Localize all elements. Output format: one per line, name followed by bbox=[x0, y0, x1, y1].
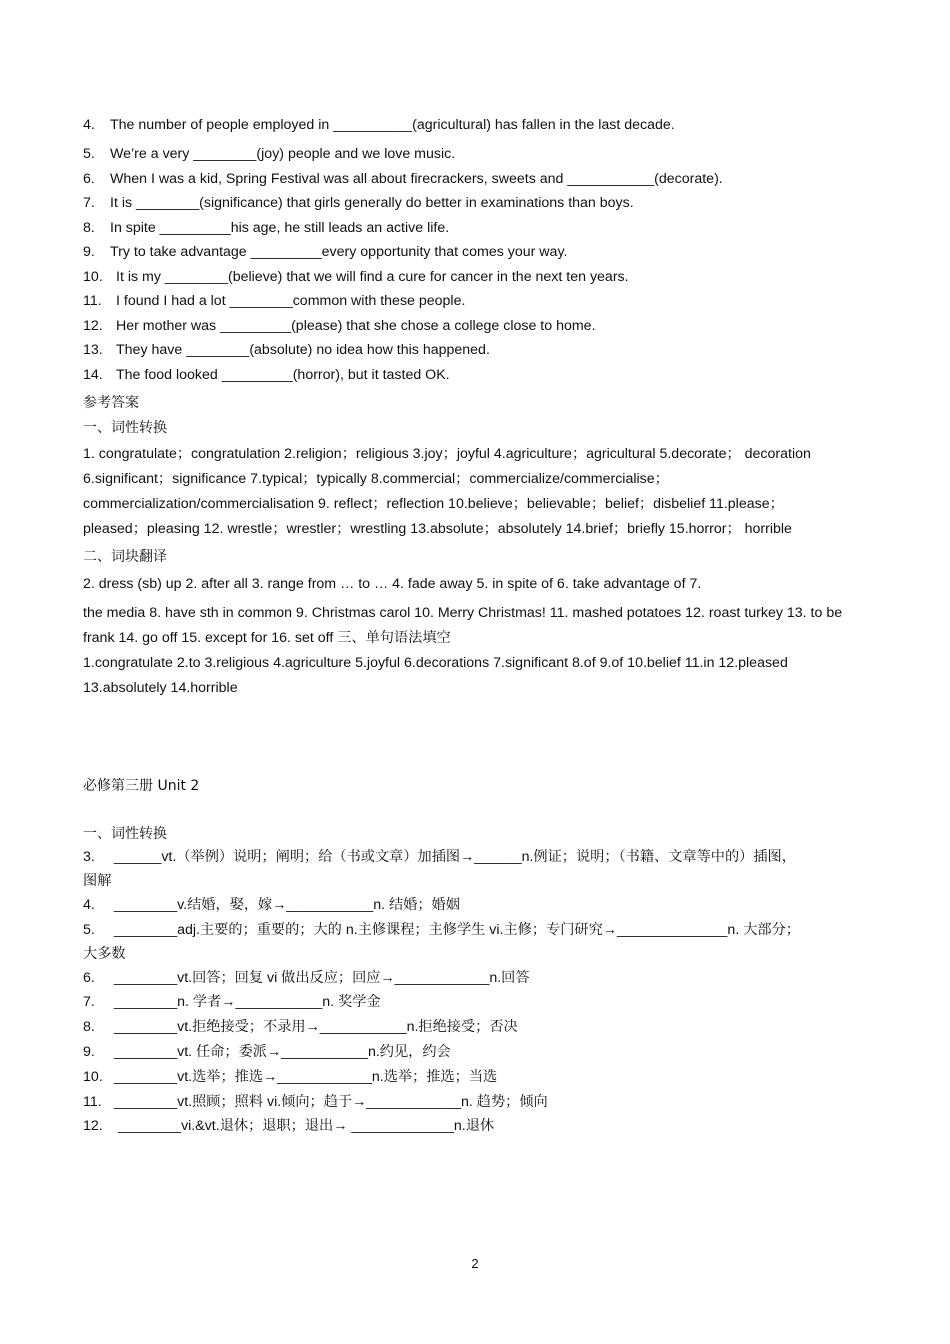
vocab-item: 7. ________n. 学者→___________n. 奖学金 bbox=[83, 994, 381, 1010]
exercise-item: 4. The number of people employed in __________(agricultural) has fallen in the last decade. bbox=[83, 117, 675, 133]
exercise-item: 10. It is my ________(believe) that we will find a cure for cancer in the next ten years. bbox=[83, 269, 629, 285]
answers-section-title: 二、词块翻译 bbox=[83, 549, 167, 565]
exercise-item: 9. Try to take advantage _________every opportunity that comes your way. bbox=[83, 244, 568, 260]
answer-line: frank 14. go off 15. except for 16. set off 三、单句语法填空 bbox=[83, 630, 451, 646]
answer-line: commercialization/commercialisation 9. reflect；reflection 10.believe；believable；belief；disbelief 11.please； bbox=[83, 496, 784, 512]
answer-line: 2. dress (sb) up 2. after all 3. range from … to … 4. fade away 5. in spite of 6. take advantage of 7. bbox=[83, 576, 702, 592]
page-number: 2 bbox=[471, 1256, 479, 1271]
vocab-item: 12. ________vi.&vt.退休；退职；退出→ _____________n.退休 bbox=[83, 1118, 495, 1134]
vocab-item: 3. ______vt.（举例）说明；阐明；给（书或文章）加插图→______n.例证；说明；（书籍、文章等中的）插图， bbox=[83, 849, 796, 865]
exercise-item: 12. Her mother was _________(please) that she chose a college close to home. bbox=[83, 318, 596, 334]
answers-heading: 参考答案 bbox=[83, 395, 139, 411]
vocab-item-continuation: 图解 bbox=[83, 873, 112, 889]
exercise-item: 14. The food looked _________(horror), but it tasted OK. bbox=[83, 367, 450, 383]
vocab-item-continuation: 大多数 bbox=[83, 946, 126, 962]
answer-line: 6.significant；significance 7.typical；typically 8.commercial；commercialize/commercialise； bbox=[83, 471, 669, 487]
answer-line: 1. congratulate；congratulation 2.religion；religious 3.joy；joyful 4.agriculture；agricultural 5.decorate； decoration bbox=[83, 446, 811, 462]
section-title: 一、词性转换 bbox=[83, 826, 167, 842]
answer-line: the media 8. have sth in common 9. Christmas carol 10. Merry Christmas! 11. mashed potatoes 12. roast turkey 13. to be bbox=[83, 605, 843, 621]
answer-line: pleased；pleasing 12. wrestle；wrestler；wrestling 13.absolute；absolutely 14.brief；briefly 15.horror； horrible bbox=[83, 521, 792, 537]
vocab-item: 11. ________vt.照顾；照料 vi.倾向；趋于→____________n. 趋势；倾向 bbox=[83, 1094, 548, 1110]
exercise-item: 13. They have ________(absolute) no idea how this happened. bbox=[83, 342, 490, 358]
exercise-item: 8. In spite _________his age, he still leads an active life. bbox=[83, 220, 450, 236]
unit-title: 必修第三册 Unit 2 bbox=[83, 778, 200, 794]
exercise-item: 7. It is ________(significance) that girls generally do better in examinations than boys. bbox=[83, 195, 634, 211]
vocab-item: 4. ________v.结婚，娶，嫁→___________n. 结婚；婚姻 bbox=[83, 897, 460, 913]
answer-line: 13.absolutely 14.horrible bbox=[83, 680, 238, 696]
exercise-item: 11. I found I had a lot ________common with these people. bbox=[83, 293, 466, 309]
exercise-item: 5. We’re a very ________(joy) people and we love music. bbox=[83, 146, 456, 162]
vocab-item: 9. ________vt. 任命；委派→___________n.约见，约会 bbox=[83, 1044, 451, 1060]
vocab-item: 5. ________adj.主要的；重要的；大的 n.主修课程；主修学生 vi.主修；专门研究→______________n. 大部分； bbox=[83, 922, 800, 938]
vocab-item: 6. ________vt.回答；回复 vi 做出反应；回应→____________n.回答 bbox=[83, 970, 530, 986]
exercise-item: 6. When I was a kid, Spring Festival was all about firecrackers, sweets and ___________(decorate). bbox=[83, 171, 723, 187]
vocab-item: 10. ________vt.选举；推选→____________n.选举；推选；当选 bbox=[83, 1069, 498, 1085]
answer-line: 1.congratulate 2.to 3.religious 4.agriculture 5.joyful 6.decorations 7.significant 8.of 9.of 10.belief 11.in 12.pleased bbox=[83, 655, 788, 671]
answers-section-title: 一、词性转换 bbox=[83, 420, 167, 436]
vocab-item: 8. ________vt.拒绝接受；不录用→___________n.拒绝接受；否决 bbox=[83, 1019, 518, 1035]
